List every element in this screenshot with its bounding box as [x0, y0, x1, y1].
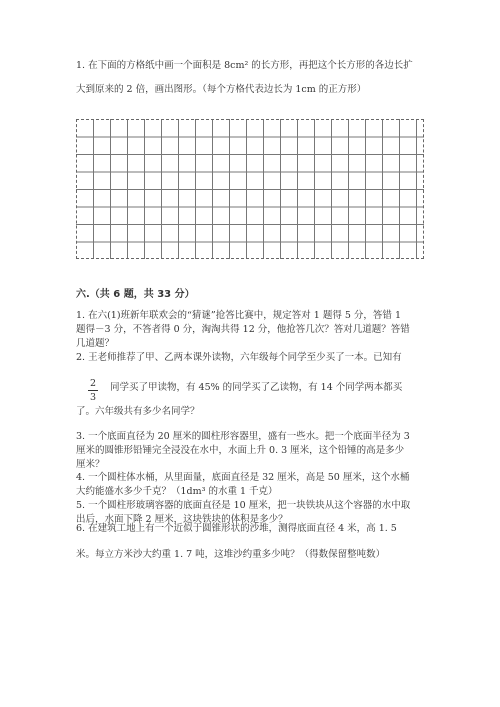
problem-6-line-2: 米。每立方米沙大约重 1. 7 吨，这堆沙约重多少吨？（得数保留整吨数） — [76, 549, 386, 560]
q1-line-1: 1. 在下面的方格纸中画一个面积是 8cm² 的长方形，再把这个长方形的各边长扩 — [76, 60, 413, 71]
problem-2-line-2: 同学买了甲读物，有 45% 的同学买了乙读物，有 14 个同学两本都买 — [110, 382, 403, 393]
section-title: 六.（共 6 题，共 33 分） — [76, 289, 195, 300]
problem-4-line-1: 4. 一个圆柱体水桶，从里面量，底面直径是 32 厘米，高是 50 厘米，这个水桶 — [76, 472, 410, 483]
problem-6-line-1: 6. 在建筑工地上有一个近似于圆锥形状的沙堆，测得底面直径 4 米，高 1. 5 — [76, 523, 397, 534]
problem-1-line-3: 几道题？ — [76, 338, 115, 349]
fraction-numerator: 2 — [89, 378, 97, 389]
problem-5-line-2: 出后，水面下降 2 厘米，这块铁块的体积是多少？ — [76, 514, 288, 525]
fraction-denominator: 3 — [89, 392, 97, 403]
q1-line-2: 大到原来的 2 倍，画出图形。（每个方格代表边长为 1cm 的正方形） — [76, 84, 367, 95]
problem-1-line-1: 1. 在六(1)班新年联欢会的“猜谜”抢答比赛中，规定答对 1 题得 5 分，答错 1 — [76, 310, 401, 321]
fraction-bar — [88, 390, 98, 391]
problem-2-line-1: 2. 王老师推荐了甲、乙两本课外读物，六年级每个同学至少买了一本。已知有 — [76, 352, 402, 363]
problem-1-line-2: 题得－3 分，不答者得 0 分，淘淘共得 12 分，他抢答几次？答对几道题？答错 — [76, 324, 410, 335]
square-grid — [76, 119, 424, 259]
problem-3-line-3: 厘米？ — [76, 459, 105, 470]
problem-4-line-2: 大约能盛水多少千克？（1dm³ 的水重 1 千克） — [76, 486, 278, 497]
fraction — [88, 378, 98, 403]
problem-5-line-1: 5. 一个圆柱形玻璃容器的底面直径是 10 厘米，把一块铁块从这个容器的水中取 — [76, 500, 411, 511]
problem-2-line-3: 了。六年级共有多少名同学？ — [76, 406, 200, 417]
problem-3-line-2: 厘米的圆锥形铅锤完全浸没在水中，水面上升 0. 3 厘米，这个铅锤的高是多少 — [76, 445, 405, 456]
problem-3-line-1: 3. 一个底面直径为 20 厘米的圆柱形容器里，盛有一些水。把一个底面半径为 3 — [76, 431, 410, 442]
